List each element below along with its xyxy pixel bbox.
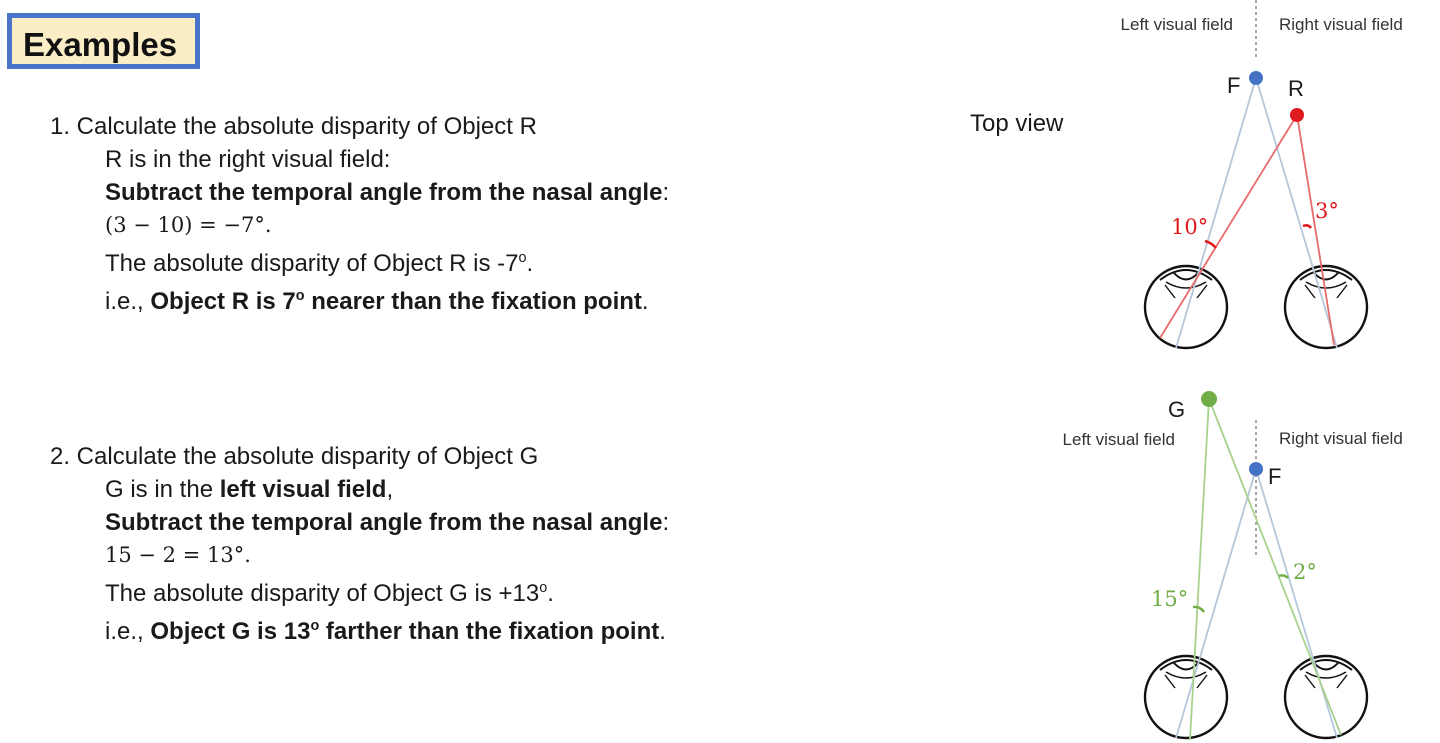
example-1-math: (3 − 10) = −7°.	[105, 213, 272, 237]
object-r-point	[1290, 108, 1304, 122]
top-view-label: Top view	[970, 110, 1064, 137]
left-angle-arc-2	[1193, 607, 1204, 612]
left-angle-label-1: 10°	[1171, 215, 1209, 239]
example-2-math: 15 − 2 = 13°.	[105, 543, 251, 567]
object-g-label: G	[1168, 397, 1186, 422]
object-g-point	[1201, 391, 1217, 407]
page-title: Examples	[23, 26, 178, 63]
left-angle-label-2: 15°	[1151, 587, 1189, 611]
fixation-label-2: F	[1268, 464, 1282, 489]
right-angle-label-2: 2°	[1293, 560, 1317, 584]
right-angle-arc-2	[1279, 575, 1288, 578]
example-1-field: R is in the right visual field:	[105, 146, 391, 173]
example-2-rule: Subtract the temporal angle from the nasal angle:	[105, 509, 670, 536]
fixation-point-1	[1249, 71, 1263, 85]
fixation-label-1: F	[1227, 73, 1241, 98]
left-eye-1	[1145, 266, 1227, 348]
example-2-field: G is in the left visual field,	[105, 476, 394, 503]
fixation-point-2	[1249, 462, 1263, 476]
right-eye-object-line-2	[1209, 399, 1341, 735]
example-1-conclusion: i.e., Object R is 7$^o$ nearer than the fixation point.	[105, 288, 649, 315]
example-1-result: The absolute disparity of Object R is -7$^o$.	[105, 250, 534, 277]
diagram-2	[1063, 391, 1403, 740]
example-1-heading: 1. Calculate the absolute disparity of Object R	[50, 113, 537, 140]
left-visual-field-label-1: Left visual field	[1120, 15, 1233, 34]
right-eye-1	[1285, 266, 1367, 348]
example-1-rule: Subtract the temporal angle from the nasal angle:	[105, 179, 670, 206]
diagram-1	[970, 0, 1403, 348]
right-visual-field-label-2: Right visual field	[1279, 429, 1403, 448]
right-visual-field-label-1: Right visual field	[1279, 15, 1403, 34]
example-2-conclusion: i.e., Object G is 13$^o$ farther than the fixation point.	[105, 618, 666, 645]
left-visual-field-label-2: Left visual field	[1062, 430, 1175, 449]
example-2-heading: 2. Calculate the absolute disparity of Object G	[50, 443, 539, 470]
left-eye-2	[1145, 656, 1227, 738]
object-r-label: R	[1288, 76, 1304, 101]
example-2-result: The absolute disparity of Object G is $+13^o$.	[105, 580, 554, 607]
right-angle-arc-1	[1303, 225, 1311, 228]
right-angle-label-1: 3°	[1315, 199, 1339, 223]
